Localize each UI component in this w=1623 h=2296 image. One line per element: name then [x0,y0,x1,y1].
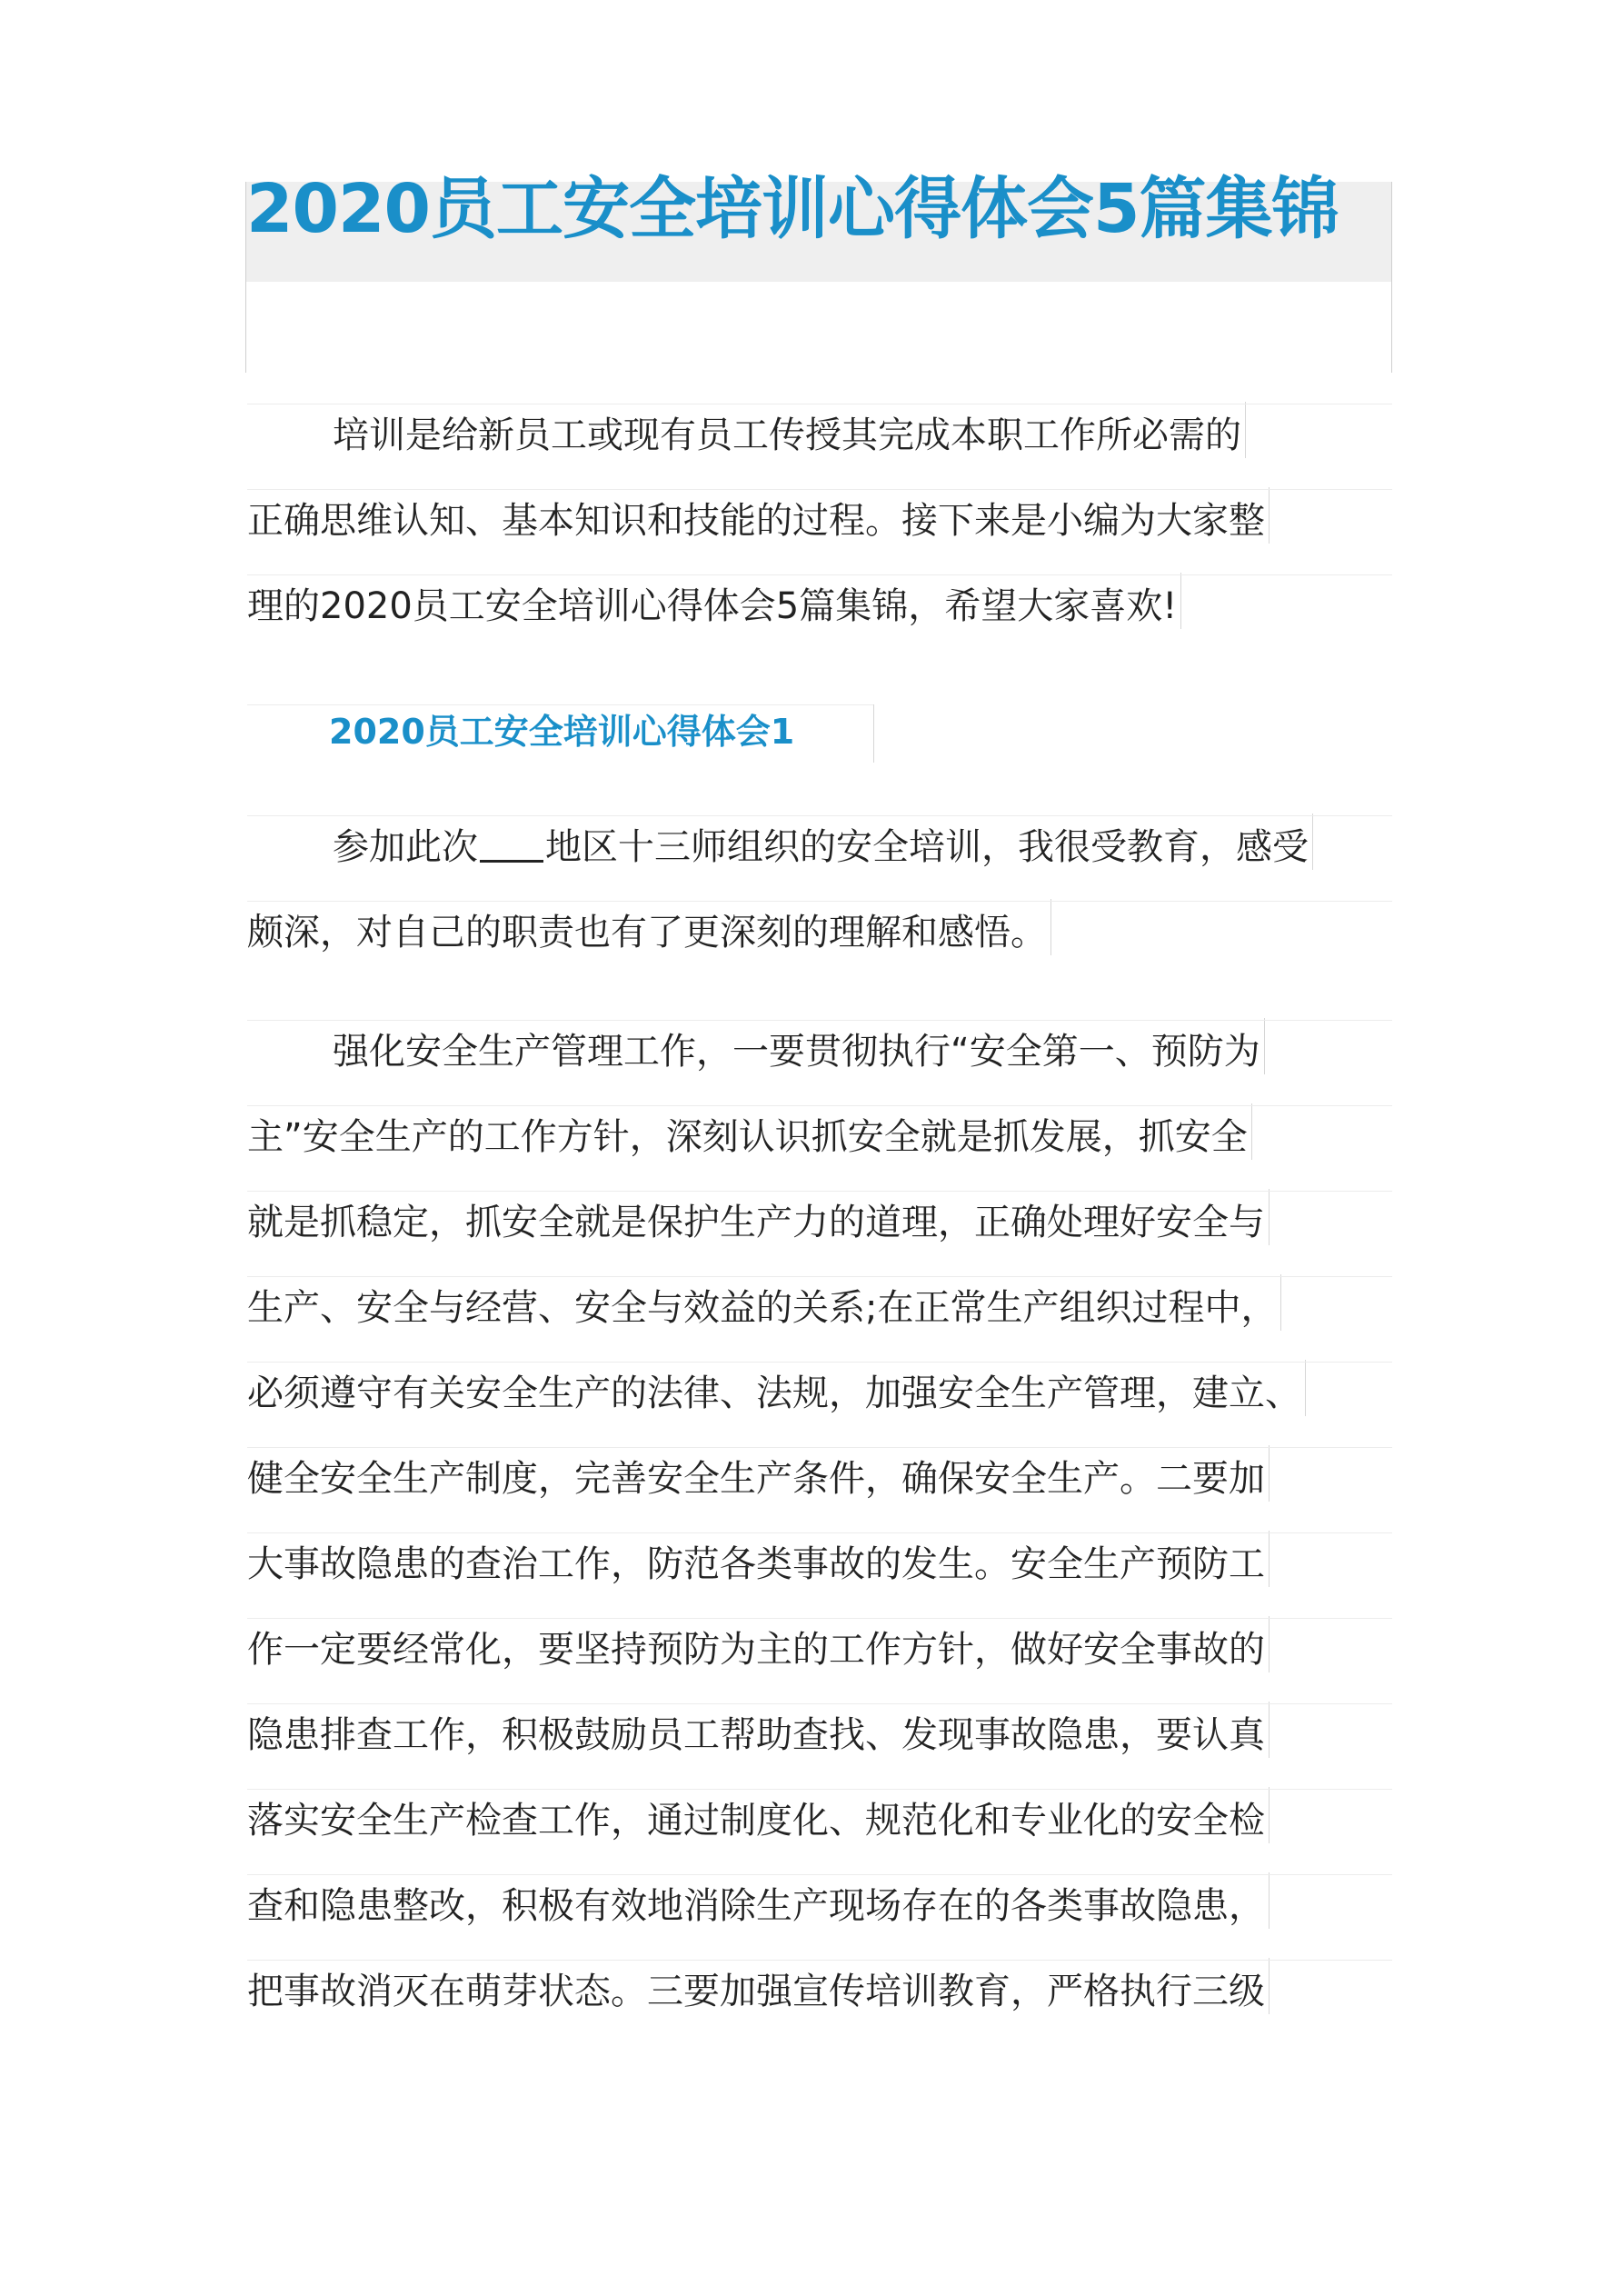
s1p1-line-2: 颇深，对自己的职责也有了更深刻的理解和感悟。 [247,890,1392,975]
title-block [245,170,1392,373]
s1p2-line-8: 作一定要经常化，要坚持预防为主的工作方针，做好安全事故的 [247,1607,1392,1692]
s1p2-line-6: 健全安全生产制度，完善安全生产条件，确保安全生产。二要加 [247,1436,1392,1522]
s1p2-line-1: 强化安全生产管理工作，一要贯彻执行“安全第一、预防为 [247,1009,1392,1094]
s1p2-line-10: 落实安全生产检查工作，通过制度化、规范化和专业化的安全检 [247,1778,1392,1863]
s1p1-line-1: 参加此次 地区十三师组织的安全培训，我很受教育，感受 [247,804,1392,890]
section1-paragraph-2 [247,1009,1392,2034]
s1p2-line-4: 生产、安全与经营、安全与效益的关系;在正常生产组织过程中， [247,1265,1392,1351]
section-heading-1: 2020员工安全培训心得体会1 [247,695,874,768]
s1p2-line-3: 就是抓稳定，抓安全就是保护生产力的道理，正确处理好安全与 [247,1180,1392,1265]
s1p2-line-2: 主”安全生产的工作方针，深刻认识抓安全就是抓发展，抓安全 [247,1094,1392,1180]
s1p2-line-12: 把事故消灭在萌芽状态。三要加强宣传培训教育，严格执行三级 [247,1949,1392,2034]
s1p2-line-7: 大事故隐患的查治工作，防范各类事故的发生。安全生产预防工 [247,1522,1392,1607]
intro-line-3: 理的2020员工安全培训心得体会5篇集锦，希望大家喜欢! [247,564,1392,649]
intro-paragraph [247,393,1392,649]
section1-paragraph-1 [247,804,1392,975]
s1p2-line-11: 查和隐患整改，积极有效地消除生产现场存在的各类事故隐患， [247,1863,1392,1949]
fill-in-blank [480,827,543,863]
intro-line-2: 正确思维认知、基本知识和技能的过程。接下来是小编为大家整 [247,478,1392,564]
document-title: 2020员工安全培训心得体会5篇集锦 [246,170,1339,248]
intro-line-1: 培训是给新员工或现有员工传授其完成本职工作所必需的 [247,393,1392,478]
s1p2-line-9: 隐患排查工作，积极鼓励员工帮助查找、发现事故隐患，要认真 [247,1692,1392,1778]
s1p2-line-5: 必须遵守有关安全生产的法律、法规，加强安全生产管理，建立、 [247,1351,1392,1436]
